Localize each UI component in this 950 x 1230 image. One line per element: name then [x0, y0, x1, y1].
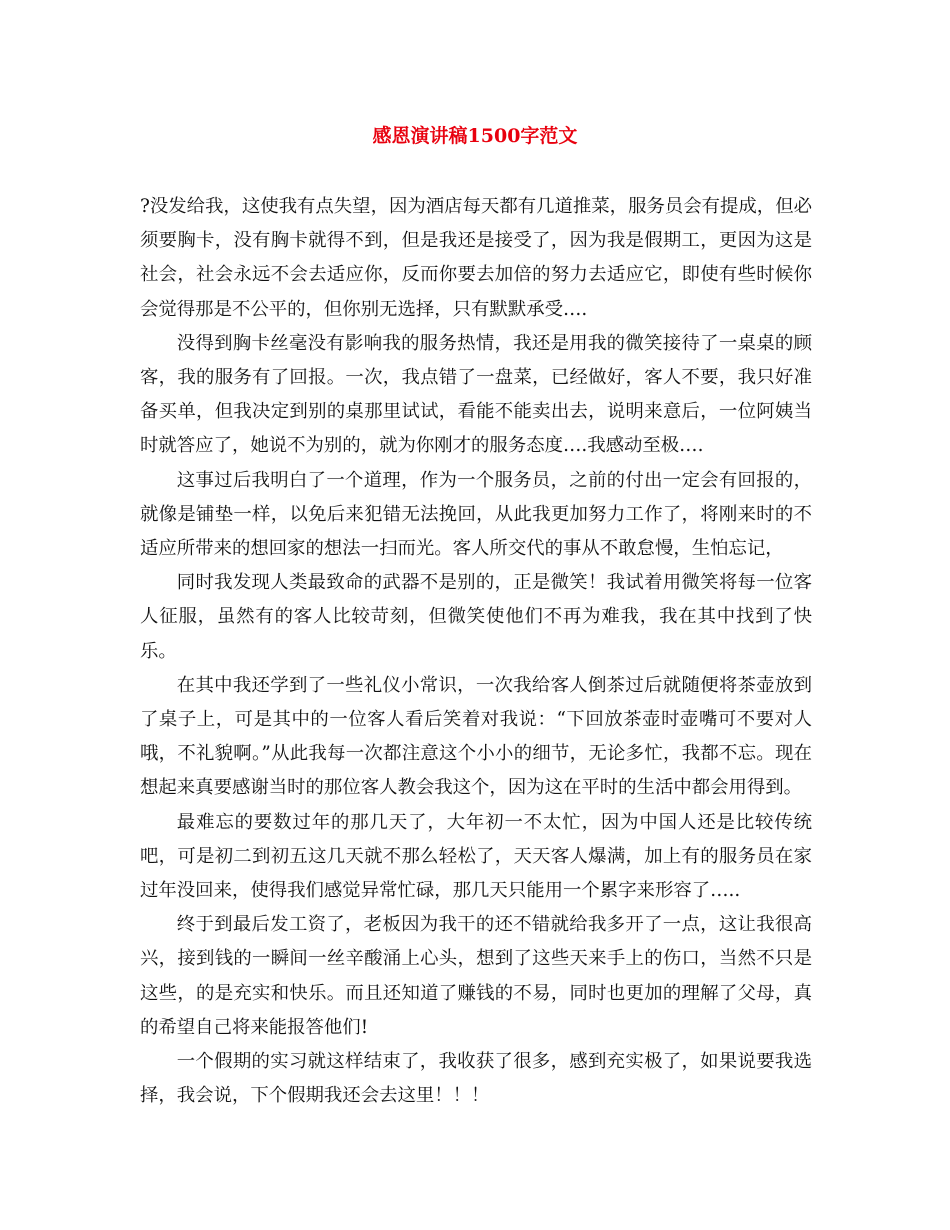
- paragraph-8: 一个假期的实习就这样结束了，我收获了很多，感到充实极了，如果说要我选择，我会说，下个假期我还会去这里！！！: [140, 1051, 812, 1107]
- paragraph-6: 最难忘的要数过年的那几天了，大年初一不太忙，因为中国人还是比较传统吧，可是初二到初五这几天就不那么轻松了，天天客人爆满，加上有的服务员在家过年没回来，使得我们感觉异常忙碌，那几天只能用一个累字来形容了…..: [140, 811, 812, 902]
- document-title: 感恩演讲稿1500字范文: [372, 125, 578, 147]
- paragraph-2: 没得到胸卡丝毫没有影响我的服务热情，我还是用我的微笑接待了一桌桌的顾客，我的服务有了回报。一次，我点错了一盘菜，已经做好，客人不要，我只好准备买单，但我决定到别的桌那里试试，看能不能卖出去，说明来意后，一位阿姨当时就答应了，她说不为别的，就为你刚才的服务态度….我感动至极….: [140, 332, 812, 457]
- document-body: [140, 190, 812, 1113]
- paragraph-4: 同时我发现人类最致命的武器不是别的，正是微笑！我试着用微笑将每一位客人征服，虽然有的客人比较苛刻，但微笑使他们不再为难我，我在其中找到了快乐。: [140, 572, 812, 662]
- paragraph-5: 在其中我还学到了一些礼仪小常识，一次我给客人倒茶过后就随便将茶壶放到了桌子上，可是其中的一位客人看后笑着对我说：“下回放茶壶时壶嘴可不要对人哦，不礼貌啊。”从此我每一次都注意这个小小的细节，无论多忙，我都不忘。现在想起来真要感谢当时的那位客人教会我这个，因为这在平时的生活中都会用得到。: [140, 674, 812, 799]
- paragraph-3: 这事过后我明白了一个道理，作为一个服务员，之前的付出一定会有回报的，就像是铺垫一样，以免后来犯错无法挽回，从此我更加努力工作了，将刚来时的不适应所带来的想回家的想法一扫而光。客人所交代的事从不敢怠慢，生怕忘记，: [140, 469, 812, 560]
- paragraph-1: ?没发给我，这使我有点失望，因为酒店每天都有几道推菜，服务员会有提成，但必须要胸卡，没有胸卡就得不到，但是我还是接受了，因为我是假期工，更因为这是社会，社会永远不会去适应你，反而你要去加倍的努力去适应它，即使有些时候你会觉得那是不公平的，但你别无选择，只有默默承受….: [140, 196, 812, 320]
- paragraph-7: 终于到最后发工资了，老板因为我干的还不错就给我多开了一点，这让我很高兴，接到钱的一瞬间一丝辛酸涌上心头，想到了这些天来手上的伤口，当然不只是这些，的是充实和快乐。而且还知道了赚钱的不易，同时也更加的理解了父母，真的希望自己将来能报答他们!: [140, 914, 812, 1038]
